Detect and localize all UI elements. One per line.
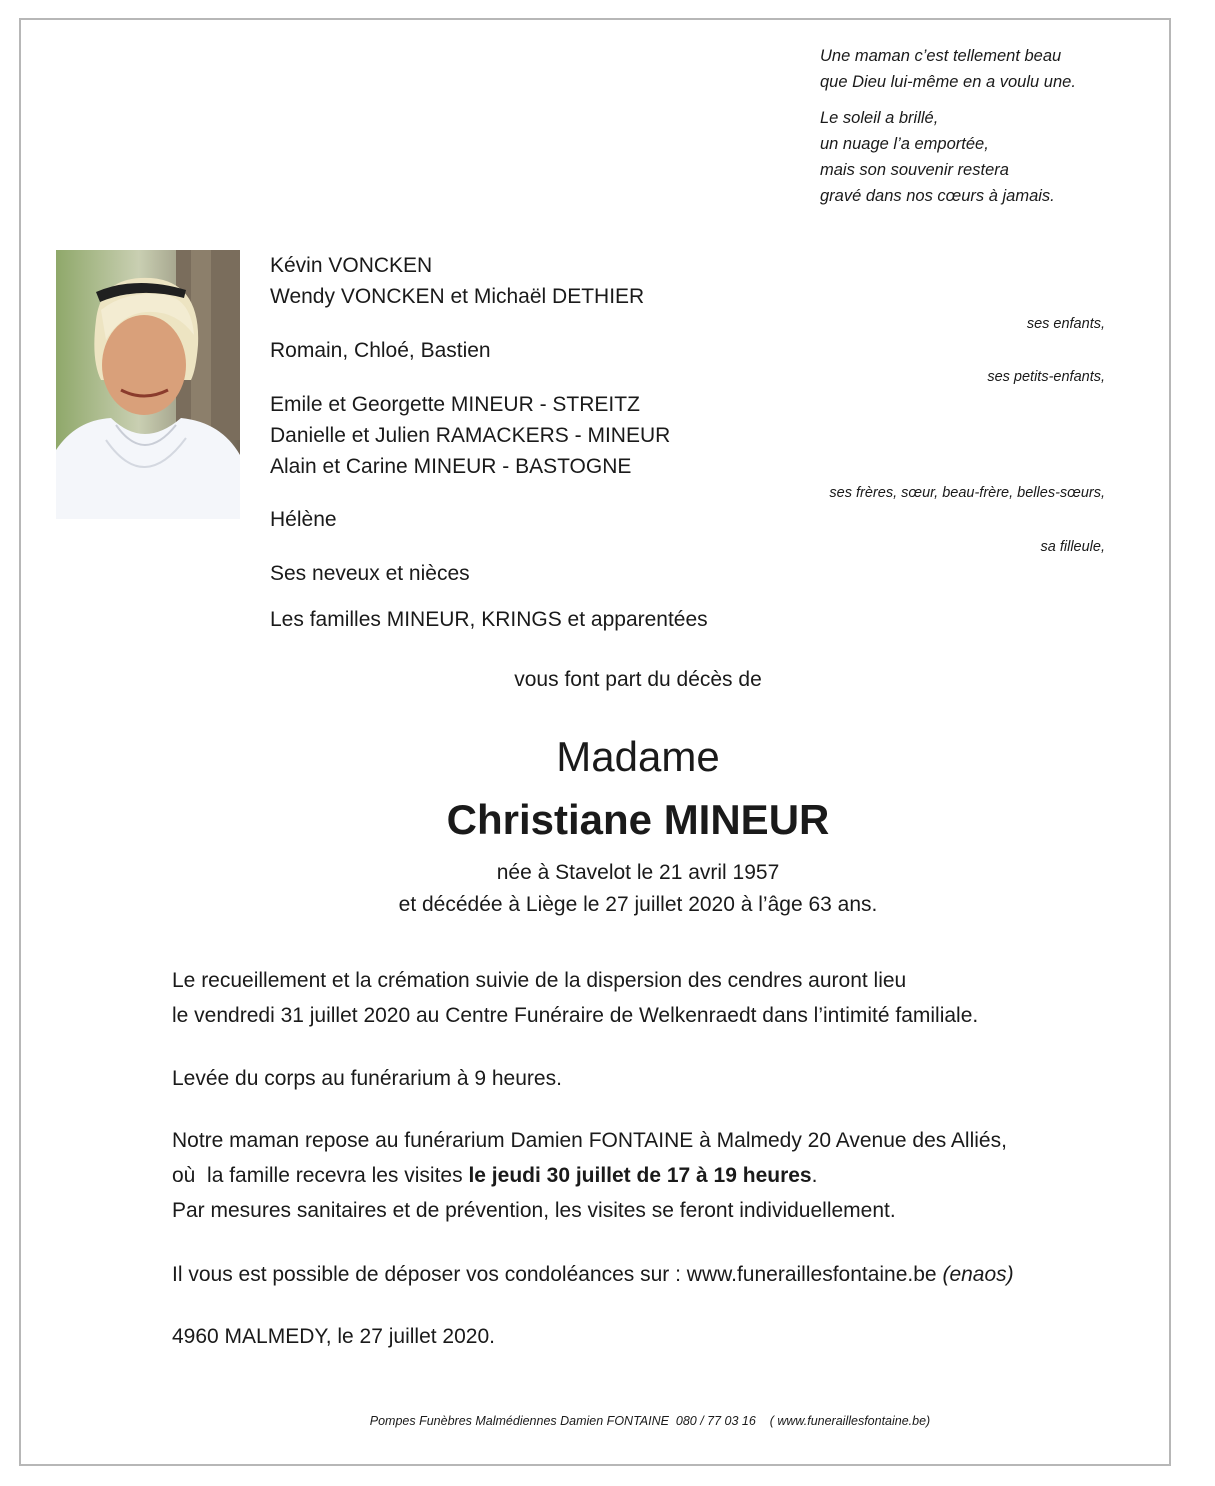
poem-stanza-2 <box>820 105 1055 209</box>
goddaughter-name: Hélène <box>270 508 337 531</box>
family-line: Alain et Carine MINEUR - BASTOGNE <box>270 455 632 478</box>
deceased-name: Christiane MINEUR <box>446 796 830 843</box>
visits-line: Notre maman repose au funérarium Damien FONTAINE à Malmedy 20 Avenue des Alliés, <box>172 1129 1007 1152</box>
nephews-line: Ses neveux et nièces <box>270 562 470 585</box>
poem-line: gravé dans nos cœurs à jamais. <box>820 187 1055 205</box>
poem-line: Une maman c’est tellement beau <box>820 47 1062 65</box>
poem-line: un nuage l’a emportée, <box>820 135 989 153</box>
children-label: ses enfants, <box>1026 316 1105 332</box>
ceremony-line: Le recueillement et la crémation suivie de la dispersion des cendres auront lieu <box>172 969 907 992</box>
grandchildren-label: ses petits-enfants, <box>987 369 1105 385</box>
poem-line: Le soleil a brillé, <box>820 109 939 127</box>
siblings-label: ses frères, sœur, beau-frère, belles-sœurs, <box>829 485 1105 501</box>
footer-funeral-home: Pompes Funèbres Malmédiennes Damien FONTAINE 080 / 77 03 16 ( www.funeraillesfontaine.be) <box>369 1414 931 1428</box>
deceased-photo <box>56 250 240 519</box>
condolences-line <box>172 1257 1014 1292</box>
ceremony-paragraph <box>172 963 978 1033</box>
deceased-title: Madame <box>556 733 720 780</box>
grandchildren-names: Romain, Chloé, Bastien <box>270 339 491 362</box>
condolences-text: Il vous est possible de déposer vos condoléances sur : www.funeraillesfontaine.be <box>172 1263 943 1286</box>
visits-paragraph <box>172 1123 1007 1228</box>
ceremony-line: le vendredi 31 juillet 2020 au Centre Funéraire de Welkenraedt dans l’intimité familiale. <box>172 1004 979 1027</box>
place-date: 4960 MALMEDY, le 27 juillet 2020. <box>172 1325 495 1348</box>
visits-line: Par mesures sanitaires et de prévention, les visites se feront individuellement. <box>172 1199 896 1222</box>
condolences-note: (enaos) <box>942 1263 1014 1286</box>
announce-line: vous font part du décès de <box>514 668 762 691</box>
visits-text: où la famille recevra les visites <box>172 1164 469 1187</box>
families-line: Les familles MINEUR, KRINGS et apparentées <box>270 608 708 631</box>
family-line: Danielle et Julien RAMACKERS - MINEUR <box>270 424 671 447</box>
siblings-names <box>270 389 670 482</box>
death-line: et décédée à Liège le 27 juillet 2020 à l’âge 63 ans. <box>398 893 878 916</box>
levee-line: Levée du corps au funérarium à 9 heures. <box>172 1067 562 1090</box>
family-line: Emile et Georgette MINEUR - STREITZ <box>270 393 640 416</box>
visits-period: . <box>811 1164 818 1187</box>
visits-schedule: le jeudi 30 juillet de 17 à 19 heures <box>468 1164 812 1187</box>
poem-line: que Dieu lui-même en a voulu une. <box>820 73 1076 91</box>
family-line: Kévin VONCKEN <box>270 254 433 277</box>
children-names <box>270 250 644 312</box>
family-line: Wendy VONCKEN et Michaël DETHIER <box>270 285 645 308</box>
poem-line: mais son souvenir restera <box>820 161 1009 179</box>
goddaughter-label: sa filleule, <box>1040 539 1105 555</box>
birth-line: née à Stavelot le 21 avril 1957 <box>496 861 780 884</box>
poem-stanza-1 <box>820 43 1076 95</box>
visits-line <box>172 1158 1007 1193</box>
